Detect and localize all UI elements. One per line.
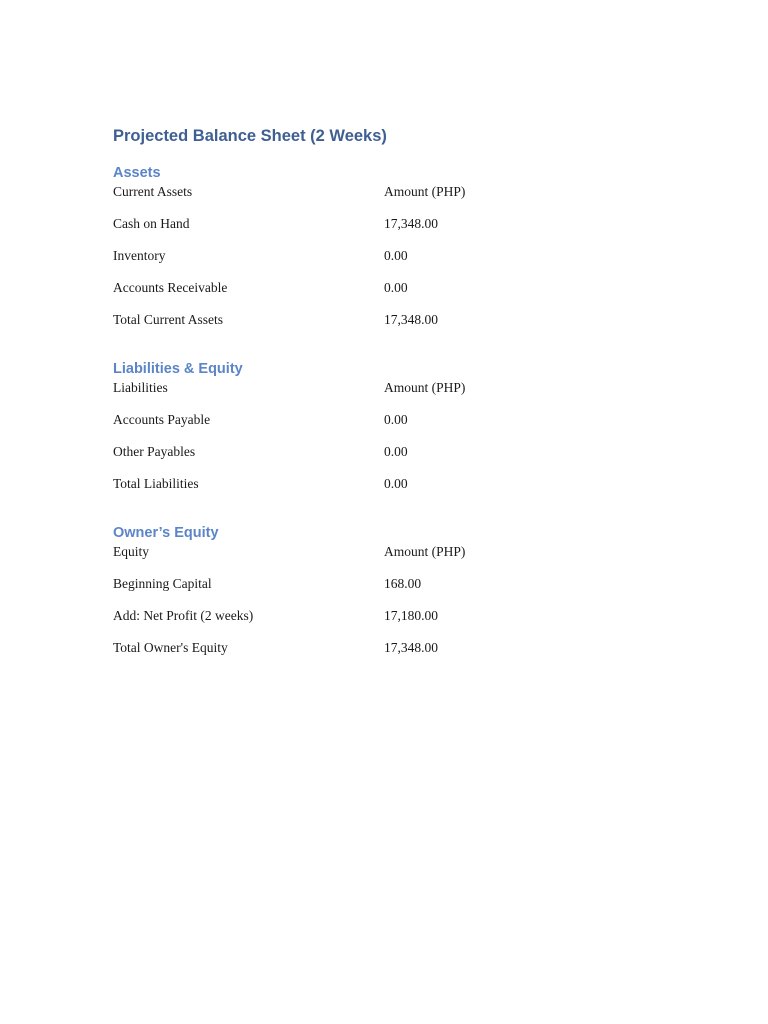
document-body	[113, 124, 713, 672]
row-amount: 17,180.00	[384, 608, 438, 623]
table-row	[113, 248, 713, 280]
row-amount: 0.00	[384, 412, 408, 427]
row-label: Inventory	[113, 248, 166, 263]
liabilities-section	[113, 358, 713, 508]
table-row	[113, 444, 713, 476]
table-row	[113, 608, 713, 640]
row-label: Other Payables	[113, 444, 196, 459]
row-amount: 17,348.00	[384, 640, 438, 655]
row-label: Beginning Capital	[113, 576, 212, 591]
row-amount: 17,348.00	[384, 312, 438, 327]
assets-section	[113, 162, 713, 344]
row-label: Total Current Assets	[113, 312, 224, 327]
row-label: Total Liabilities	[113, 476, 199, 491]
table-row-total	[113, 312, 713, 344]
column-header-label: Equity	[113, 544, 149, 559]
equity-section	[113, 522, 713, 672]
column-header-amount: Amount (PHP)	[384, 380, 466, 395]
row-label: Add: Net Profit (2 weeks)	[113, 608, 254, 623]
column-header-label: Liabilities	[113, 380, 168, 395]
table-row	[113, 576, 713, 608]
row-label: Cash on Hand	[113, 216, 190, 231]
column-header-label: Current Assets	[113, 184, 193, 199]
row-label: Accounts Payable	[113, 412, 211, 427]
table-row-total	[113, 640, 713, 672]
table-header-row	[113, 544, 713, 576]
row-amount: 0.00	[384, 280, 408, 295]
row-amount: 17,348.00	[384, 216, 438, 231]
row-amount: 0.00	[384, 248, 408, 263]
table-row	[113, 412, 713, 444]
section-heading-equity: Owner’s Equity	[113, 525, 219, 541]
table-header-row	[113, 184, 713, 216]
row-amount: 168.00	[384, 576, 422, 591]
section-heading-assets: Assets	[113, 165, 161, 181]
column-header-amount: Amount (PHP)	[384, 184, 466, 199]
section-heading-liabilities: Liabilities & Equity	[113, 361, 243, 377]
table-row-total	[113, 476, 713, 508]
table-header-row	[113, 380, 713, 412]
table-row	[113, 280, 713, 312]
column-header-amount: Amount (PHP)	[384, 544, 466, 559]
row-amount: 0.00	[384, 444, 408, 459]
table-row	[113, 216, 713, 248]
row-amount: 0.00	[384, 476, 408, 491]
row-label: Accounts Receivable	[113, 280, 228, 295]
page-title: Projected Balance Sheet (2 Weeks)	[113, 127, 387, 145]
row-label: Total Owner's Equity	[113, 640, 228, 655]
